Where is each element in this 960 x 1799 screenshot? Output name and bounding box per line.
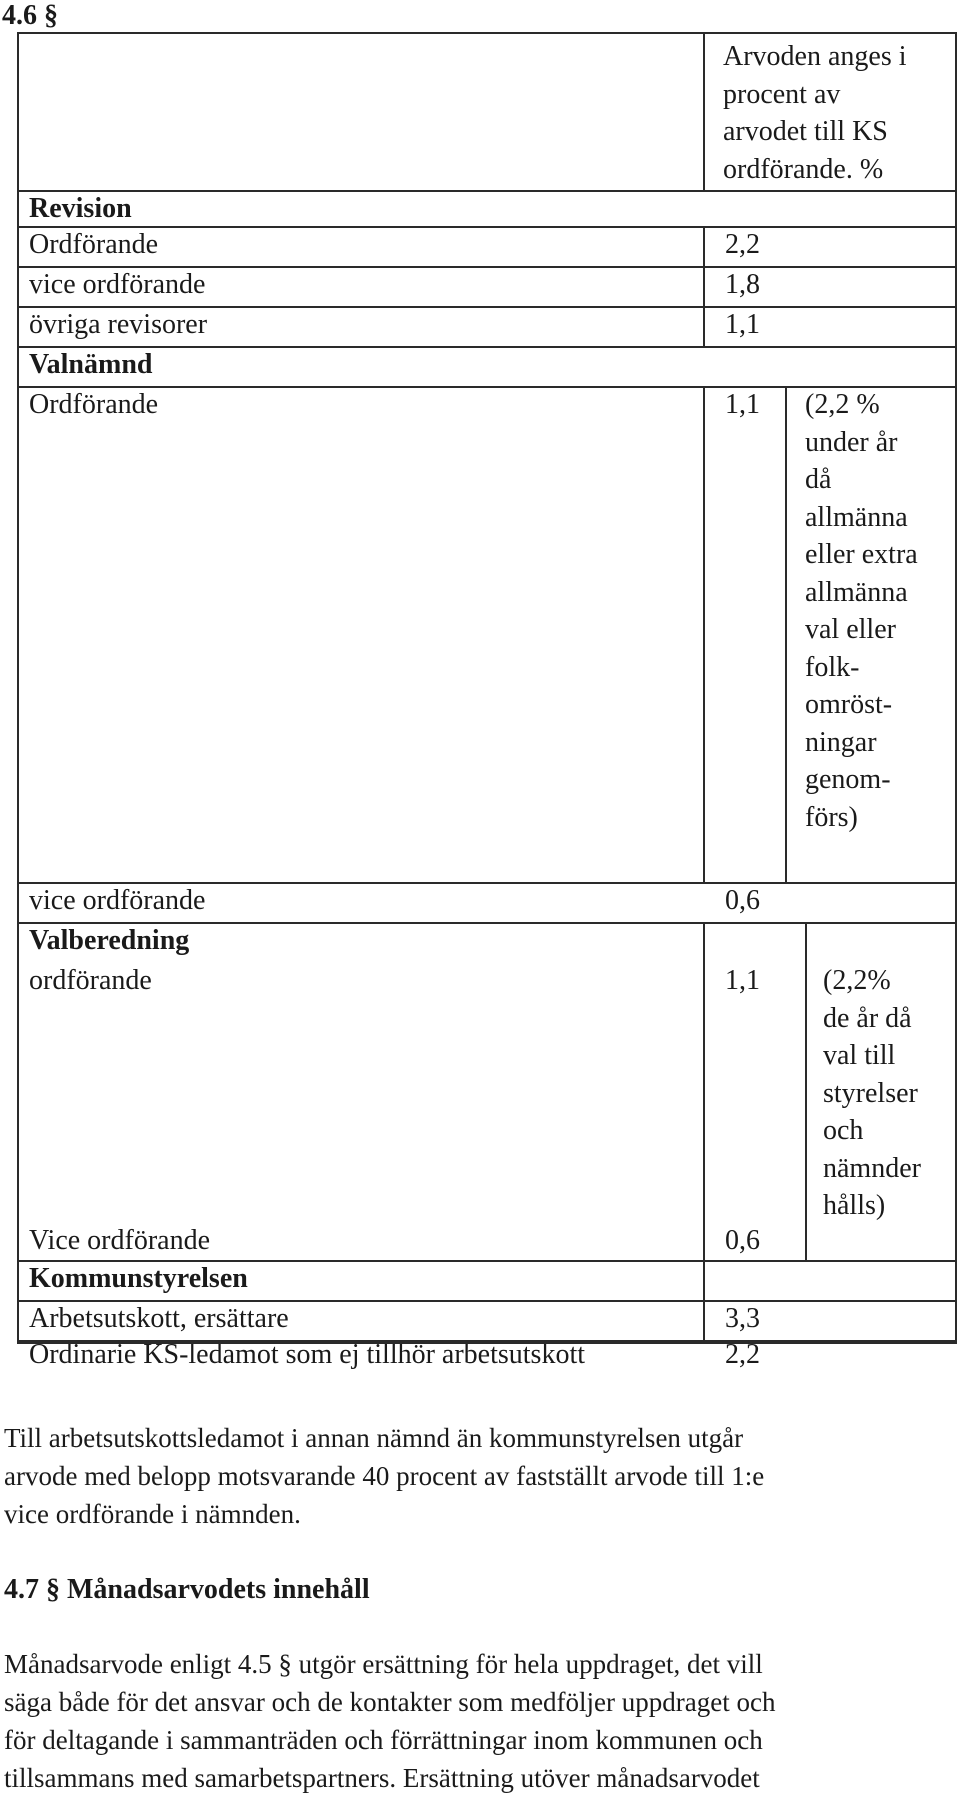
valnamnd-note-line: förs) — [805, 801, 858, 833]
row-label: vice ordförande — [29, 885, 206, 916]
column-divider — [703, 226, 705, 346]
table-rule — [19, 346, 955, 348]
valberedning-note-line: (2,2% — [823, 965, 891, 996]
section-heading-4-6: 4.6 § — [2, 0, 58, 31]
valberedning-note-line: de år då — [823, 1002, 912, 1034]
table-rule — [19, 190, 955, 192]
header-note-line: Arvoden anges i — [723, 41, 907, 72]
header-note — [723, 38, 953, 188]
row-label: Ordförande — [29, 389, 159, 420]
fee-table — [17, 32, 957, 1370]
column-divider — [703, 34, 705, 190]
row-value: 1,8 — [725, 269, 760, 300]
table-rule — [19, 226, 955, 228]
column-divider — [805, 922, 807, 1260]
valnamnd-note — [805, 386, 955, 836]
header-note-line: procent av — [723, 78, 841, 110]
valnamnd-note-line: folk- — [805, 651, 860, 683]
row-label: övriga revisorer — [29, 309, 208, 340]
row-label: ordförande — [29, 965, 152, 996]
paragraph-line: Till arbetsutskottsledamot i annan nämnd än kommunstyrelsen utgår — [4, 1423, 744, 1453]
row-label: Vice ordförande — [29, 1225, 211, 1256]
row-value: 1,1 — [725, 389, 760, 420]
row-label: vice ordförande — [29, 269, 206, 300]
row-value: 2,2 — [725, 229, 760, 260]
row-value: 0,6 — [725, 885, 760, 916]
row-value: 0,6 — [725, 1225, 760, 1256]
row-label: Ordförande — [29, 229, 159, 260]
valberedning-note-line: styrelser — [823, 1077, 918, 1109]
valnamnd-note-line: (2,2 % — [805, 389, 880, 420]
paragraph-line: vice ordförande i nämnden. — [4, 1499, 301, 1529]
row-label: Ordinarie KS-ledamot som ej tillhör arbetsutskott — [29, 1339, 586, 1370]
valberedning-note-line: nämnder — [823, 1152, 921, 1184]
valberedning-note-line: val till — [823, 1040, 896, 1071]
table-bottom-rule — [17, 1342, 957, 1344]
valberedning-note — [823, 962, 953, 1225]
valnamnd-note-line: ningar — [805, 726, 877, 758]
paragraph-line: Månadsarvode enligt 4.5 § utgör ersättning för hela uppdraget, det vill — [4, 1649, 763, 1679]
header-note-line: arvodet till KS — [723, 116, 888, 147]
row-value: 1,1 — [725, 309, 760, 340]
row-value: 3,3 — [725, 1303, 760, 1334]
row-label-valberedning: Valberedning — [29, 925, 190, 956]
valnamnd-note-line: allmänna — [805, 501, 908, 533]
row-label-kommunstyrelsen: Kommunstyrelsen — [29, 1263, 248, 1294]
valnamnd-note-line: under år — [805, 426, 898, 458]
header-note-line: ordförande. % — [723, 153, 884, 185]
row-value: 1,1 — [725, 965, 760, 996]
row-label-revision: Revision — [29, 193, 132, 224]
valnamnd-note-line: då — [805, 464, 832, 495]
valnamnd-note-line: val eller — [805, 614, 896, 645]
valnamnd-note-line: genom- — [805, 764, 891, 795]
paragraph-line: säga både för det ansvar och de kontakter som medföljer uppdraget och — [4, 1687, 776, 1717]
valnamnd-note-line: allmänna — [805, 576, 908, 608]
paragraph-line: tillsammans med samarbetspartners. Ersättning utöver månadsarvodet — [4, 1763, 760, 1793]
row-label: Arbetsutskott, ersättare — [29, 1303, 289, 1334]
column-divider — [703, 1260, 705, 1340]
valberedning-note-line: och — [823, 1115, 864, 1146]
valnamnd-note-line: eller extra — [805, 539, 918, 570]
column-divider — [785, 386, 787, 882]
valberedning-note-line: hålls) — [823, 1190, 886, 1221]
row-label-valnamnd: Valnämnd — [29, 349, 153, 380]
valnamnd-note-line: omröst- — [805, 689, 893, 720]
section-heading-4-7: 4.7 § Månadsarvodets innehåll — [4, 1574, 370, 1605]
paragraph-line: arvode med belopp motsvarande 40 procent av fastställt arvode till 1:e — [4, 1461, 765, 1491]
column-divider — [703, 386, 705, 882]
paragraph-line: för deltagande i sammanträden och förrättningar inom kommunen och — [4, 1725, 763, 1755]
row-value: 2,2 — [725, 1339, 760, 1370]
